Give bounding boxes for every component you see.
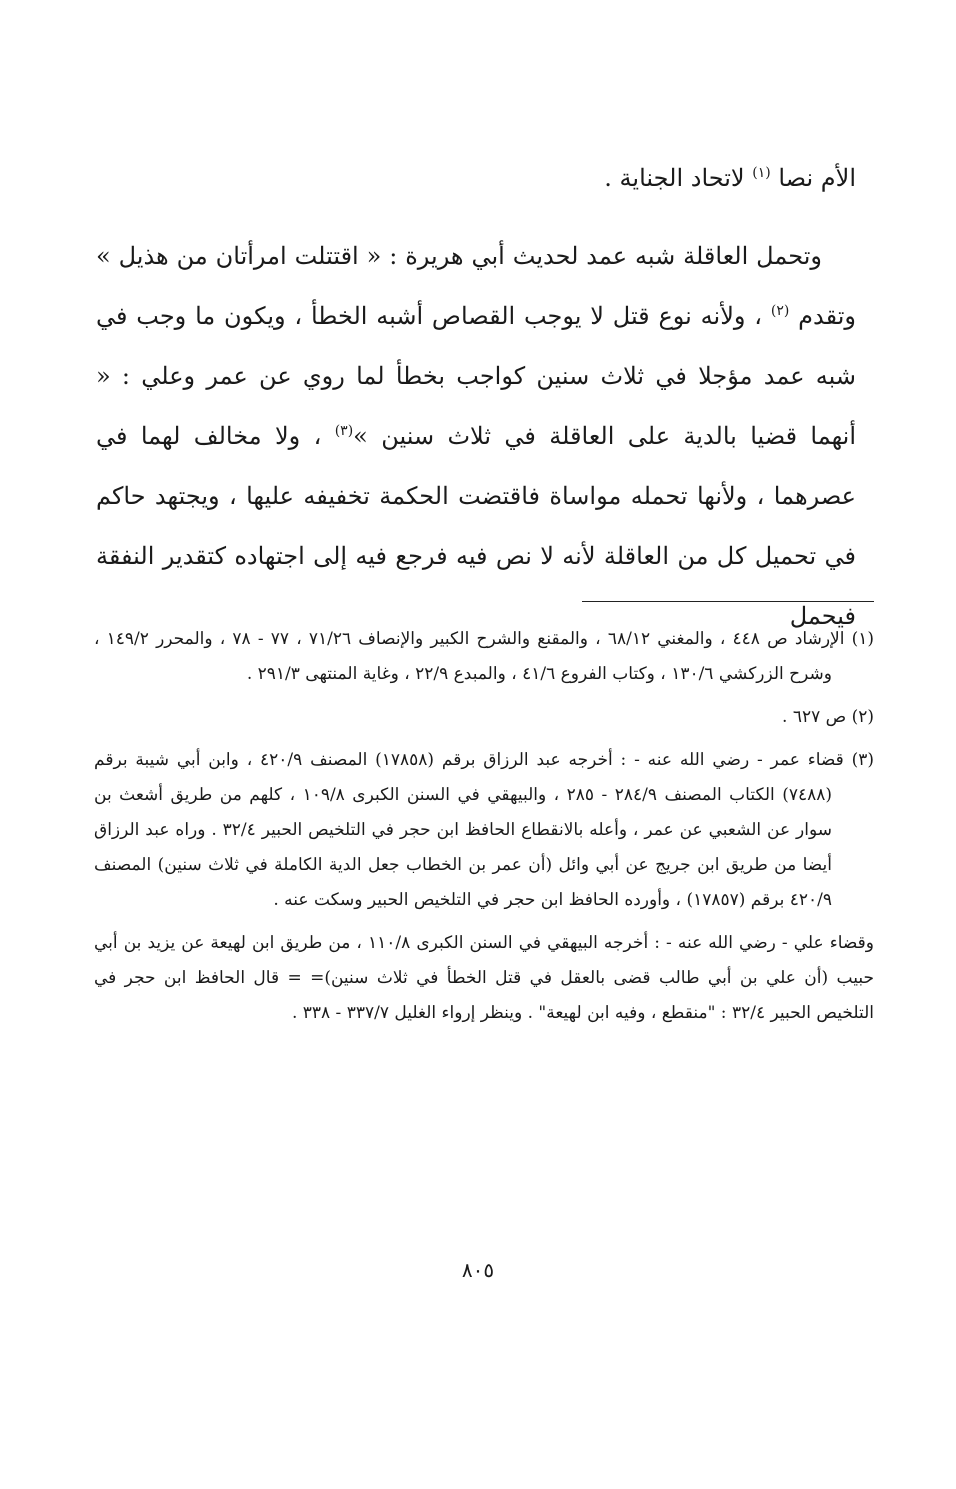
footnote-3-continued: وقضاء علي - رضي الله عنه - : أخرجه البيهقي في السنن الكبرى ١١٠/٨ ، من طريق ابن لهيعة عن يزيد بن أبي حبيب (أن علي بن أبي طالب قضى بالعقل في قتل الخطأ في ثلاث سنين)= = قال الحافظ ابن حجر في التلخيص الحبير ٣٢/٤ : "منقطع ، وفيه ابن لهيعة" . وينظر إرواء الغليل ٣٣٧/٧ - ٣٣٨ . — [94, 933, 874, 1023]
footnote-1: (١) الإرشاد ص ٤٤٨ ، والمغني ٦٨/١٢ ، والمقنع والشرح الكبير والإنصاف ٧١/٢٦ ، ٧٧ - ٧٨ ، والمحرر ١٤٩/٢ ، وشرح الزركشي ١٣٠/٦ ، وكتاب الفروع ٤١/٦ ، والمبدع ٢٢/٩ ، وغاية المنتهى ٢٩١/٣ . — [94, 629, 875, 684]
main-text — [96, 148, 856, 646]
paragraph-1-tail: لاتحاد الجناية . — [604, 164, 753, 192]
footnotes — [94, 622, 874, 1039]
footnote-ref-3: (٣) — [334, 423, 354, 439]
paragraph-2 — [96, 226, 856, 646]
paragraph-2-part-a: وتحمل العاقلة شبه عمد لحديث أبي هريرة : « اقتتلت امرأتان من هذيل » وتقدم — [96, 242, 857, 330]
footnote-ref-2: (٢) — [770, 303, 790, 319]
paragraph-2-part-c: ، ولا مخالف لهما في عصرهما ، ولأنها تحمله مواساة فاقتضت الحكمة تخفيفه عليها ، ويجتهد حاكم في تحميل كل من العاقلة لأنه لا نص فيه فرجع فيه إلى اجتهاده كتقدير النفقة فيحمل — [96, 422, 856, 630]
paragraph-1-text: الأم نصا — [770, 164, 856, 192]
paragraph-1 — [96, 148, 856, 208]
footnote-2: (٢) ص ٦٢٧ . — [782, 707, 874, 727]
footnote-ref-1: (١) — [752, 165, 771, 181]
footnote-separator — [582, 601, 874, 602]
paragraph-2-part-b: ، ولأنه نوع قتل لا يوجب القصاص أشبه الخطأ ، ويكون ما وجب في شبه عمد مؤجلا في ثلاث سنين كواجب بخطأ لما روي عن عمر وعلي : « أنهما قضيا بالدية على العاقلة في ثلاث سنين » — [96, 302, 856, 450]
page-number: ٨٠٥ — [461, 1258, 495, 1282]
footnote-3: (٣) قضاء عمر - رضي الله عنه - : أخرجه عبد الرزاق برقم (١٧٨٥٨) المصنف ٤٢٠/٩ ، وابن أبي شيبة برقم (٧٤٨٨) الكتاب المصنف ٢٨٤/٩ - ٢٨٥ ، والبيهقي في السنن الكبرى ١٠٩/٨ ، كلهم من طريق أشعث بن سوار عن الشعبي عن عمر ، وأعله بالانقطاع الحافظ ابن حجر في التلخيص الحبير ٣٢/٤ . وراه عبد الرزاق أيضا من طريق ابن جريج عن أبي وائل (أن عمر بن الخطاب جعل الدية الكاملة في ثلاث سنين) المصنف ٤٢٠/٩ برقم (١٧٨٥٧) ، وأورده الحافظ ابن حجر في التلخيص الحبير وسكت عنه . — [94, 750, 875, 910]
